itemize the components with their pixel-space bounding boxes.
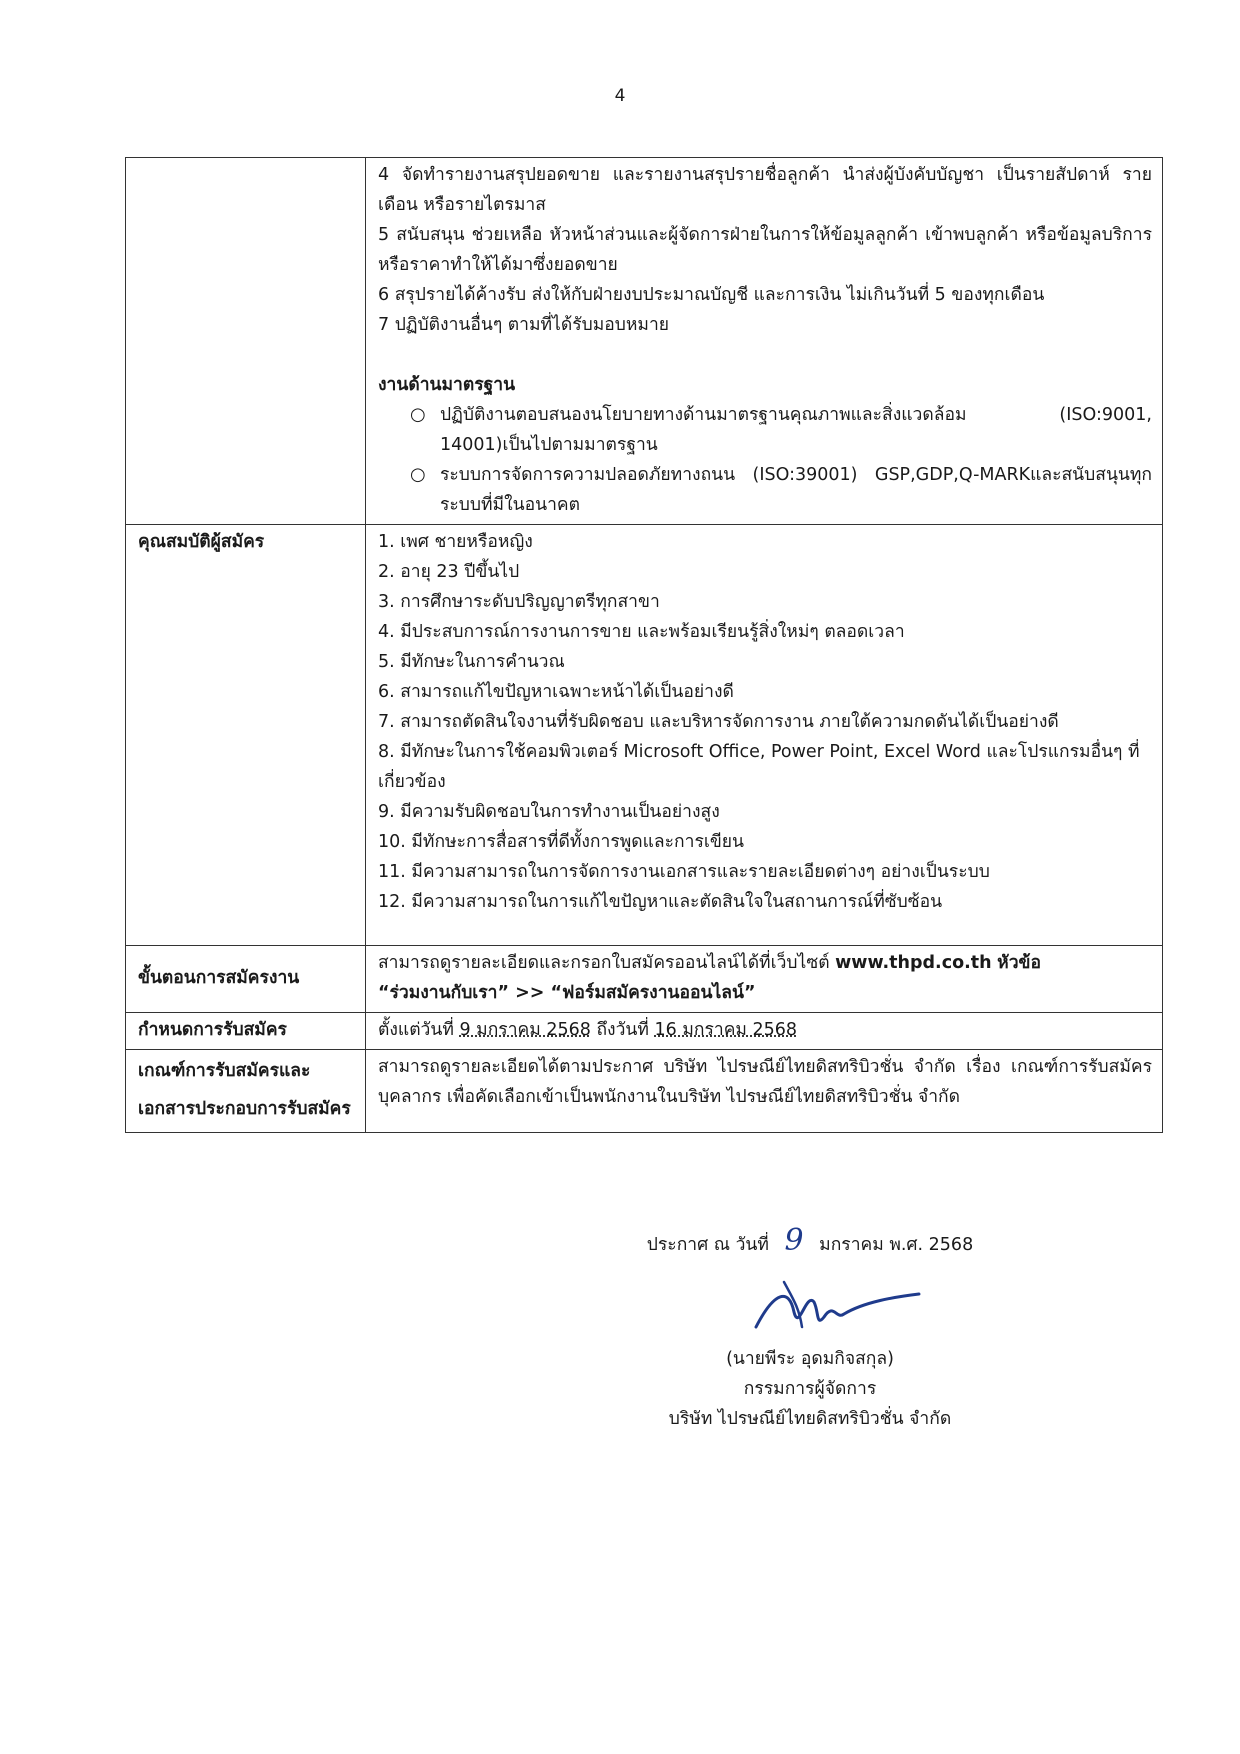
duty-item: 5 สนับสนุน ช่วยเหลือ หัวหน้าส่วนและผู้จัดการฝ่ายในการให้ข้อมูลลูกค้า เข้าพบลูกค้า หรือข้อมูลบริการหรือราคาทำให้ได้มาซึ่งยอดขาย <box>378 225 1152 275</box>
deadline-to-date: 16 มกราคม 2568 <box>654 1020 798 1040</box>
job-details-table <box>125 157 1163 1133</box>
qualification-item: 7. สามารถตัดสินใจงานที่รับผิดชอบ และบริหารจัดการงาน ภายใต้ความกดดันได้เป็นอย่างดี <box>378 712 1059 732</box>
duties-cell <box>366 158 1163 525</box>
criteria-label: เกณฑ์การรับสมัครและเอกสารประกอบการรับสมัคร <box>126 1050 366 1133</box>
table-row <box>126 946 1163 1013</box>
qualification-item: 4. มีประสบการณ์การงานการขาย และพร้อมเรียนรู้สิ่งใหม่ๆ ตลอดเวลา <box>378 622 905 642</box>
steps-text: สามารถดูรายละเอียดและกรอกใบสมัครออนไลน์ได้ที่เว็บไซต์ <box>378 953 830 973</box>
standards-item <box>378 460 1152 520</box>
deadline-label: กำหนดการรับสมัคร <box>126 1013 366 1050</box>
deadline-from-date: 9 มกราคม 2568 <box>459 1020 591 1040</box>
qualification-item: 1. เพศ ชายหรือหญิง <box>378 532 533 552</box>
announce-suffix: มกราคม พ.ศ. 2568 <box>819 1235 974 1255</box>
table-row <box>126 158 1163 525</box>
deadline-from-text: ตั้งแต่วันที่ <box>378 1020 454 1040</box>
circle-bullet-icon: ○ <box>410 404 426 425</box>
duty-item: 7 ปฏิบัติงานอื่นๆ ตามที่ได้รับมอบหมาย <box>378 315 670 335</box>
deadline-cell <box>366 1013 1163 1050</box>
application-path: “ร่วมงานกับเรา” >> “ฟอร์มสมัครงานออนไลน์” <box>378 983 756 1003</box>
application-steps-label: ขั้นตอนการสมัครงาน <box>126 946 366 1013</box>
website-link[interactable]: www.thpd.co.th <box>835 953 992 973</box>
topic-word: หัวข้อ <box>997 953 1041 973</box>
criteria-text: สามารถดูรายละเอียดได้ตามประกาศ บริษัท ไปรษณีย์ไทยดิสทริบิวชั่น จำกัด เรื่อง เกณฑ์การรับสมัครบุคลากร เพื่อคัดเลือกเข้าเป็นพนักงานในบริษัท ไปรษณีย์ไทยดิสทริบิวชั่น จำกัด <box>366 1050 1163 1133</box>
qualification-item: 12. มีความสามารถในการแก้ไขปัญหาและตัดสินใจในสถานการณ์ที่ซับซ้อน <box>378 892 943 912</box>
announce-day: 9 <box>784 1223 804 1258</box>
table-row <box>126 1050 1163 1133</box>
signatory-company: บริษัท ไปรษณีย์ไทยดิสทริบิวชั่น จำกัด <box>668 1409 952 1429</box>
circle-bullet-icon: ○ <box>410 464 426 485</box>
qualification-item: 2. อายุ 23 ปีขึ้นไป <box>378 562 520 582</box>
signatory-block <box>580 1344 1040 1434</box>
signature-block <box>580 1223 1040 1260</box>
deadline-to-text: ถึงวันที่ <box>596 1020 649 1040</box>
standards-text: ระบบการจัดการความปลอดภัยทางถนน (ISO:39001) GSP,GDP,Q-MARKและสนับสนุนทุกระบบที่มีในอนาคต <box>440 465 1152 515</box>
standards-text: ปฏิบัติงานตอบสนองนโยบายทางด้านมาตรฐานคุณภาพและสิ่งแวดล้อม (ISO:9001, 14001)เป็นไปตามมาตรฐาน <box>440 405 1152 455</box>
table-row <box>126 1013 1163 1050</box>
announcement-date <box>580 1223 1040 1260</box>
qualification-item: 8. มีทักษะในการใช้คอมพิวเตอร์ Microsoft Office, Power Point, Excel Word และโปรแกรมอื่นๆ ที่เกี่ยวข้อง <box>378 742 1140 792</box>
qualification-item: 9. มีความรับผิดชอบในการทำงานเป็นอย่างสูง <box>378 802 720 822</box>
qualification-item: 11. มีความสามารถในการจัดการงานเอกสารและรายละเอียดต่างๆ อย่างเป็นระบบ <box>378 862 990 882</box>
qualifications-cell <box>366 525 1163 946</box>
qualification-item: 5. มีทักษะในการคำนวณ <box>378 652 565 672</box>
signatory-name: (นายพีระ อุดมกิจสกุล) <box>726 1349 894 1369</box>
signatory-position: กรรมการผู้จัดการ <box>743 1379 877 1399</box>
qualification-item: 10. มีทักษะการสื่อสารที่ดีทั้งการพูดและการเขียน <box>378 832 745 852</box>
qualifications-label: คุณสมบัติผู้สมัคร <box>126 525 366 946</box>
signature-graphic <box>744 1272 924 1342</box>
qualification-item: 3. การศึกษาระดับปริญญาตรีทุกสาขา <box>378 592 660 612</box>
table-row <box>126 525 1163 946</box>
qualification-item: 6. สามารถแก้ไขปัญหาเฉพาะหน้าได้เป็นอย่างดี <box>378 682 734 702</box>
duty-item: 4 จัดทำรายงานสรุปยอดขาย และรายงานสรุปรายชื่อลูกค้า นำส่งผู้บังคับบัญชา เป็นรายสัปดาห์ รายเดือน หรือรายไตรมาส <box>378 165 1152 215</box>
duty-item: 6 สรุปรายได้ค้างรับ ส่งให้กับฝ่ายงบประมาณบัญชี และการเงิน ไม่เกินวันที่ 5 ของทุกเดือน <box>378 285 1045 305</box>
standards-item <box>378 400 1152 460</box>
announce-prefix: ประกาศ ณ วันที่ <box>646 1235 769 1255</box>
page-number: 4 <box>614 86 626 106</box>
standards-title: งานด้านมาตรฐาน <box>378 375 516 395</box>
application-steps-cell <box>366 946 1163 1013</box>
empty-label-cell <box>126 158 366 525</box>
